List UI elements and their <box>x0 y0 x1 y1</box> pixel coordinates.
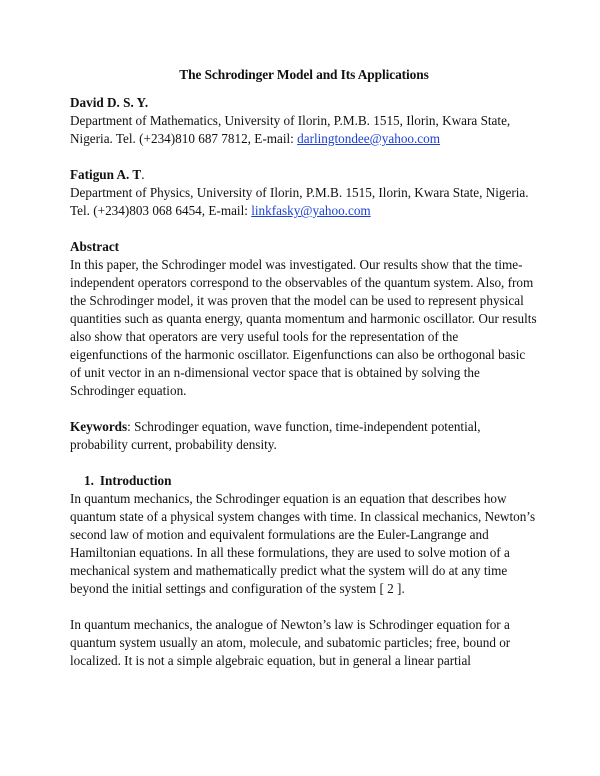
author-block-1 <box>70 94 538 148</box>
email-link[interactable]: linkfasky@yahoo.com <box>251 203 371 218</box>
section-number: 1. <box>84 473 94 488</box>
abstract-heading: Abstract <box>70 239 120 254</box>
affiliation-text: Department of Physics, University of Ilorin, P.M.B. 1515, Ilorin, Kwara State, Nigeria. Tel. (+234)803 068 6454, E-mail: <box>70 185 529 218</box>
author-name <box>70 166 538 184</box>
abstract-text: In this paper, the Schrodinger model was investigated. Our results show that the time-independent operators correspond to the observables of the quantum system. Also, from the Schrodinger model, it was proven that the model can be used to represent physical quantities such as quanta energy, quanta momentum and harmonic oscillator. Our results also show that operators are very useful tools for the representation of the eigenfunctions of the harmonic oscillator. Eigenfunctions can also be orthogonal basic of unit vector in an n-dimensional vector space that is obtained by solving the Schrodinger equation. <box>70 257 537 398</box>
email-link[interactable]: darlingtondee@yahoo.com <box>297 131 441 146</box>
paper-page <box>70 66 538 670</box>
paper-title: The Schrodinger Model and Its Applications <box>179 67 429 82</box>
paragraph-spacer <box>70 598 538 616</box>
affiliation-text: Department of Mathematics, University of Ilorin, P.M.B. 1515, Ilorin, Kwara State, Nigeria. Tel. (+234)810 687 7812, E-mail: <box>70 113 511 146</box>
keywords-label: Keywords <box>70 419 128 434</box>
author-name: David D. S. Y. <box>70 95 149 110</box>
keywords-text: : Schrodinger equation, wave function, time-independent potential, probability current, probability density. <box>70 419 481 452</box>
section-title: Introduction <box>99 473 172 488</box>
author-affiliation <box>70 184 538 220</box>
section-heading-introduction <box>84 472 538 490</box>
author-affiliation <box>70 112 538 148</box>
body-paragraph: In quantum mechanics, the Schrodinger equation is an equation that describes how quantum state of a physical system changes with time. In classical mechanics, Newton’s second law of motion and equivalent formulations are the Euler-Langrange and Hamiltonian equations. In all these formulations, they are used to solve motion of a mechanical system and mathematically predict what the system will do at any time beyond the initial settings and configuration of the system [ 2 ]. <box>70 491 536 596</box>
keywords-paragraph <box>70 418 538 454</box>
body-paragraph: In quantum mechanics, the analogue of Newton’s law is Schrodinger equation for a quantum system usually an atom, molecule, and subatomic particles; free, bound or localized. It is not a simple algebraic equation, but in general a linear partial <box>70 617 511 668</box>
author-name-suffix: . <box>141 167 145 182</box>
author-block-2 <box>70 166 538 220</box>
author-name-text: Fatigun A. T <box>70 167 142 182</box>
